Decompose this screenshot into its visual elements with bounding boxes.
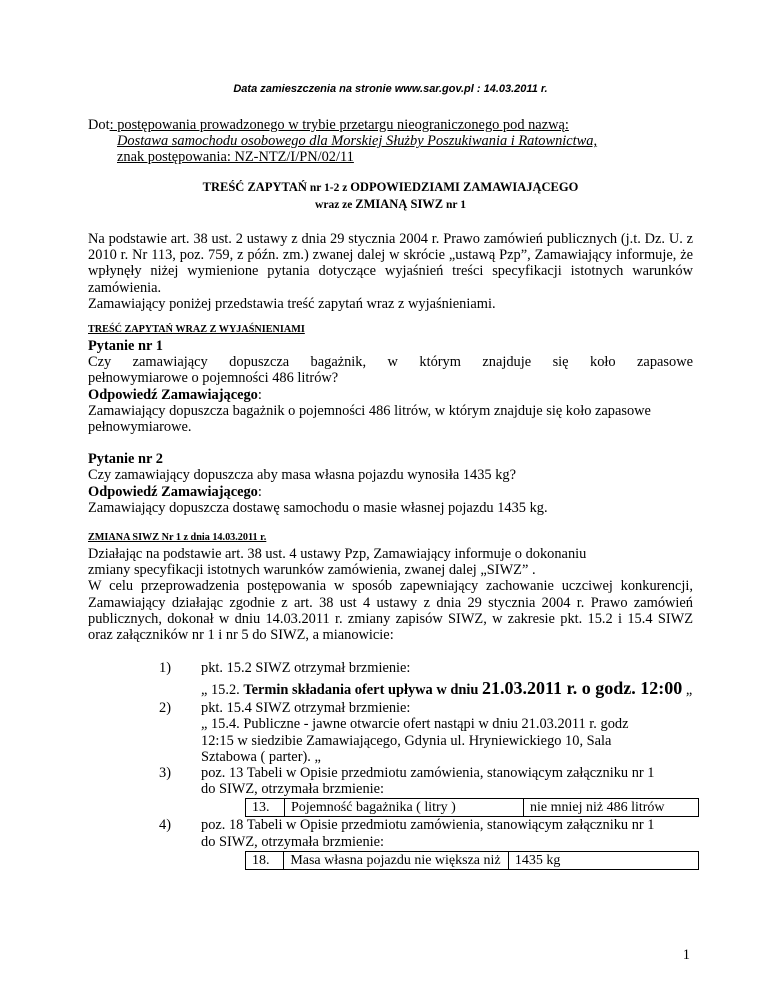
question-2-text: Czy zamawiający dopuszcza aby masa własna pojazdu wynosiła 1435 kg?: [88, 467, 516, 484]
change-heading: ZMIANA SIWZ Nr 1 z dnia 14.03.2011 r.: [88, 532, 267, 543]
title-part: TREŚĆ ZAPYTAŃ: [202, 180, 307, 194]
word: Czy: [88, 354, 112, 371]
deadline-date: 21.03.2011 r. o godz. 12:00: [481, 678, 683, 699]
intro-paragraph: Na podstawie art. 38 ust. 2 ustawy z dnia 29 stycznia 2004 r. Prawo zamówień publicznych (j.t. Dz. U. z 2010 r. Nr 113, poz. 759, z późn. zm.) zwanej dalej w skrócie „ustawą Pzp”, Zamawiający informuje, że wpłynęły niżej wymienione pytania dotyczące wyjaśnień treści specyfikacji istotnych warunków zamówienia.: [88, 231, 693, 296]
list-item: [159, 817, 699, 869]
list-item-text: pkt. 15.4 SIWZ otrzymał brzmienie:: [201, 700, 411, 717]
answer-1-text: Zamawiający dopuszcza bagażnik o pojemności 486 litrów, w którym znajduje się koło zapasowe pełnowymiarowe.: [88, 402, 651, 436]
word: zamawiający: [132, 354, 208, 371]
list-item: [159, 700, 699, 765]
title-part: ZMIANĄ SIWZ: [355, 197, 444, 211]
list-item-text: pkt. 15.2 SIWZ otrzymał brzmienie:: [201, 660, 411, 676]
questions-section: TREŚĆ ZAPYTAŃ WRAZ Z WYJAŚNIENIAMI Pytanie nr 1 Czy zamawiający dopuszcza bagażnik, w którym znajduje się koło zapasowe pełnowymiarowe o pojemności 486 litrów? Odpowiedź Zamawiającego: Zamawiający dopuszcza bagażnik o pojemności 486 litrów, w którym znajduje się koło zapasowe pełnowymiarowe. Pytanie nr 2 Czy zamawiający dopuszcza aby masa własna pojazdu wynosiła 1435 kg? Odpowiedź Zamawiającego: Zamawiający dopuszcza dostawę samochodu o masie własnej pojazdu 1435 kg.: [88, 324, 693, 516]
table-cell: 1435 kg: [508, 851, 698, 869]
subject-prefix: Dot: [88, 117, 110, 133]
subject-line-3: znak postępowania: NZ-NTZ/I/PN/02/11: [117, 149, 354, 166]
table-cell: 13.: [246, 799, 285, 817]
page-number: 1: [682, 947, 690, 963]
table-cell: nie mniej niż 486 litrów: [524, 799, 699, 817]
spec-table-row-18: [245, 851, 699, 870]
title-part: ODPOWIEDZIAMI ZAMAWIAJĄCEGO: [350, 180, 579, 194]
table-cell: Pojemność bagażnika ( litry ): [285, 799, 524, 817]
word: koło: [590, 354, 616, 371]
change-section: [88, 530, 693, 643]
word: się: [552, 354, 569, 371]
spec-table-row-13: [245, 798, 699, 817]
deadline-text: Termin składania ofert upływa w dniu: [243, 682, 482, 699]
publication-date: Data zamieszczenia na stronie www.sar.gov.pl : 14.03.2011 r.: [233, 83, 548, 95]
change-paragraph-2: W celu przeprowadzenia postępowania w sposób zapewniający zachowanie uczciwej konkurencji, Zamawiający działając zgodnie z art. 38 ust 4 ustawy z dnia 29 stycznia 2004 r. Prawo zamówień publicznych, dokonał w dniu 14.03.2011 r. zmiany zapisów SIWZ, w zakresie pkt. 15.2 i 15.4 SIWZ oraz załączników nr 1 i nr 5 do SIWZ, a mianowicie:: [88, 578, 693, 644]
answer-1-label: Odpowiedź Zamawiającego: [88, 386, 258, 403]
list-number: 4): [159, 817, 171, 834]
table-cell: Masa własna pojazdu nie większa niż: [284, 851, 509, 869]
question-1-title: Pytanie nr 1: [88, 338, 163, 354]
word: znajduje: [482, 354, 532, 371]
intro-line: Zamawiający poniżej przedstawia treść zapytań wraz z wyjaśnieniami.: [88, 295, 496, 312]
word: bagażnik,: [310, 354, 367, 371]
word: w: [387, 354, 398, 371]
subject-line-1: : postępowania prowadzonego w trybie przetargu nieograniczonego pod nazwą:: [109, 117, 569, 133]
list-item-text: poz. 13 Tabeli w Opisie przedmiotu zamówienia, stanowiącym załączniku nr 1 do SIWZ, otrzymała brzmienie:: [201, 765, 655, 798]
change-list: [159, 660, 699, 870]
list-item: [159, 765, 699, 817]
question-1-line-1: [88, 354, 693, 370]
questions-heading: TREŚĆ ZAPYTAŃ WRAZ Z WYJAŚNIENIAMI: [88, 324, 305, 335]
table-cell: 18.: [246, 851, 284, 869]
subject-block: [88, 117, 693, 166]
list-item-quote: „ 15.4. Publiczne - jawne otwarcie ofert nastąpi w dniu 21.03.2011 r. godz 12:15 w siedzibie Zamawiającego, Gdynia ul. Hryniewickiego 10, Sala Sztabowa ( parter). „: [201, 716, 629, 765]
quote-open: „ 15.2.: [201, 682, 244, 699]
document-title: [88, 179, 693, 213]
change-paragraph-1-line-2: zmiany specyfikacji istotnych warunków zamówienia, zwanej dalej „SIWZ” .: [88, 562, 536, 579]
subject-line-2: Dostawa samochodu osobowego dla Morskiej Służby Poszukiwania i Ratownictwa,: [117, 133, 598, 150]
answer-2-label: Odpowiedź Zamawiającego: [88, 483, 258, 500]
question-1-line-2: pełnowymiarowe o pojemności 486 litrów?: [88, 370, 339, 387]
word: dopuszcza: [229, 354, 290, 371]
word: zapasowe: [637, 354, 693, 371]
title-part: nr 1: [443, 199, 466, 211]
question-2-title: Pytanie nr 2: [88, 451, 163, 468]
word: którym: [419, 354, 461, 371]
list-number: 2): [159, 700, 171, 717]
answer-2-text: Zamawiający dopuszcza dostawę samochodu o masie własnej pojazdu 1435 kg.: [88, 499, 548, 516]
list-number: 1): [159, 660, 171, 676]
title-part: nr 1-2 z: [306, 182, 351, 194]
change-paragraph-1-line-1: Działając na podstawie art. 38 ust. 4 ustawy Pzp, Zamawiający informuje o dokonaniu: [88, 546, 587, 562]
list-number: 3): [159, 765, 171, 782]
list-item: [159, 660, 699, 700]
title-part: wraz ze: [315, 199, 356, 211]
intro-section: [88, 231, 693, 312]
quote-close: „: [682, 682, 693, 699]
list-item-text: poz. 18 Tabeli w Opisie przedmiotu zamówienia, stanowiącym załączniku nr 1 do SIWZ, otrzymała brzmienie:: [201, 817, 655, 850]
